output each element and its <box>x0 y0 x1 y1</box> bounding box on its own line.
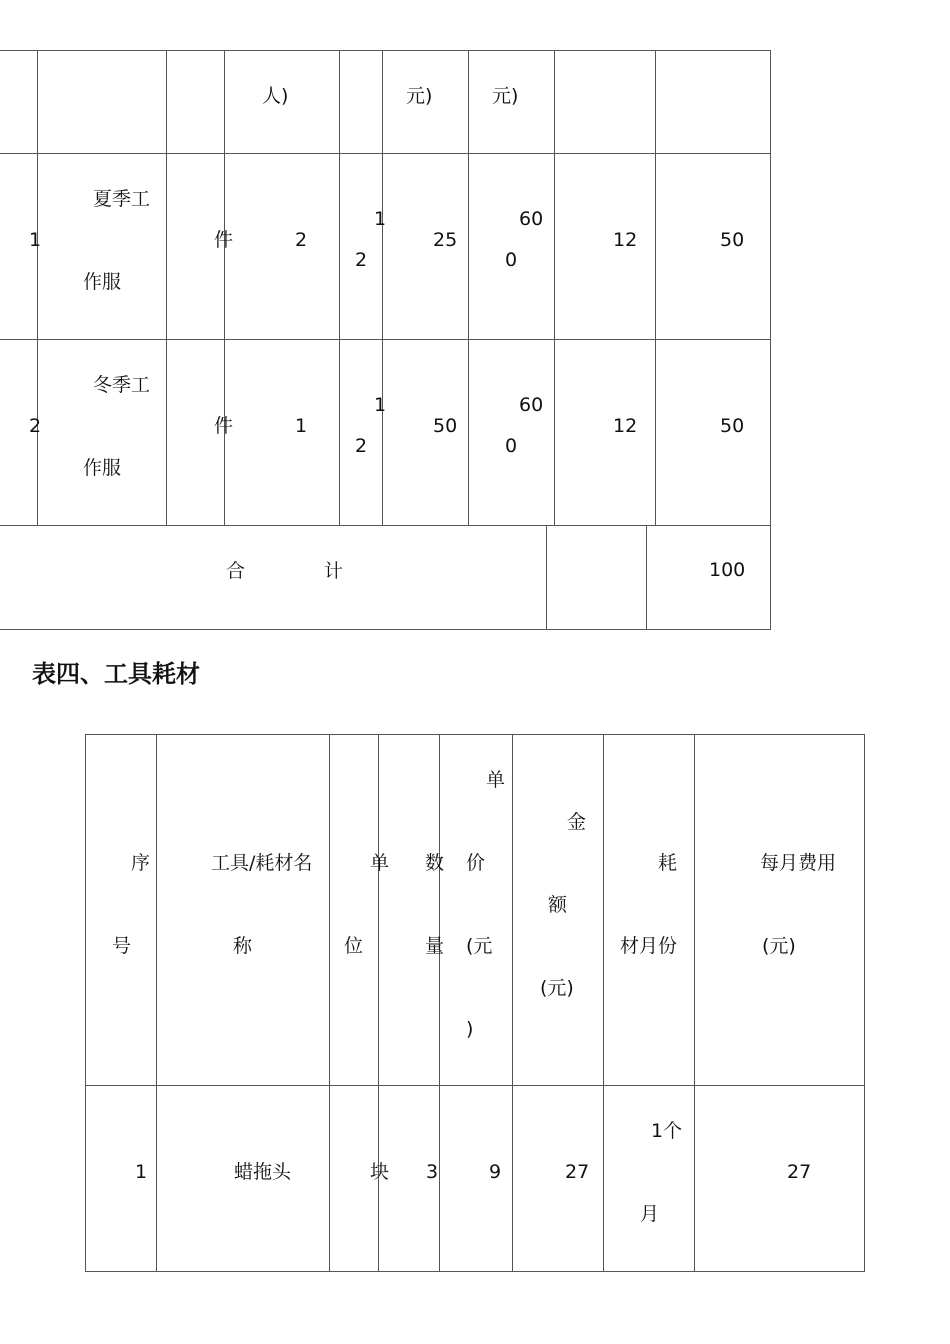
header-amount: 额 <box>548 894 568 916</box>
item-price: 25 <box>433 229 458 251</box>
item-qty: 2 <box>295 229 308 251</box>
header-fragment-yuan: 元) <box>492 85 519 107</box>
header-amount: 金 <box>567 811 587 833</box>
total-label: 计 <box>324 560 344 582</box>
item-name: 冬季工 <box>93 374 151 396</box>
item-unit: 件 <box>214 415 234 437</box>
header-price: 单 <box>486 769 506 791</box>
header-fragment-yuan: 元) <box>406 85 433 107</box>
header-name: 工具/耗材名 <box>211 852 313 874</box>
header-monthly-cost: (元) <box>762 935 796 957</box>
item-col9: 50 <box>720 415 745 437</box>
header-unit: 位 <box>344 935 364 957</box>
item-name: 蜡拖头 <box>234 1161 292 1183</box>
item-col8: 12 <box>613 415 638 437</box>
header-price: ) <box>466 1018 474 1040</box>
header-qty: 量 <box>425 935 445 957</box>
header-index: 号 <box>112 935 132 957</box>
item-months: 1 <box>374 394 387 416</box>
item-months: 1 <box>374 208 387 230</box>
item-unit: 块 <box>370 1161 390 1183</box>
header-monthly-cost: 每月费用 <box>760 852 837 874</box>
item-monthly-cost: 27 <box>787 1161 812 1183</box>
item-col8: 12 <box>613 229 638 251</box>
item-qty: 3 <box>426 1161 439 1183</box>
header-months: 材月份 <box>620 935 678 957</box>
item-months: 2 <box>355 435 368 457</box>
total-value: 100 <box>709 559 746 581</box>
header-price: (元 <box>466 935 493 957</box>
item-unit: 件 <box>214 229 234 251</box>
item-amount: 60 <box>519 394 544 416</box>
tools-consumables-table <box>0 700 950 1290</box>
item-amount: 0 <box>505 249 518 271</box>
section-title: 表四、工具耗材 <box>32 660 200 688</box>
clothing-cost-table <box>0 0 950 640</box>
item-months: 2 <box>355 249 368 271</box>
row-index: 2 <box>29 415 42 437</box>
item-qty: 1 <box>295 415 308 437</box>
header-qty: 数 <box>425 852 445 874</box>
header-fragment-persons: 人) <box>262 85 289 107</box>
item-name: 作服 <box>83 271 122 293</box>
row-index: 1 <box>29 229 42 251</box>
item-name: 作服 <box>83 457 122 479</box>
total-label: 合 <box>226 560 246 582</box>
row-index: 1 <box>135 1161 148 1183</box>
item-name: 夏季工 <box>93 188 151 210</box>
item-price: 9 <box>489 1161 502 1183</box>
header-index: 序 <box>131 852 151 874</box>
item-amount: 60 <box>519 208 544 230</box>
header-unit: 单 <box>370 852 390 874</box>
item-months: 1个 <box>651 1120 683 1142</box>
item-price: 50 <box>433 415 458 437</box>
header-name: 称 <box>233 935 253 957</box>
header-amount: (元) <box>540 977 574 999</box>
header-months: 耗 <box>658 852 678 874</box>
item-col9: 50 <box>720 229 745 251</box>
item-months: 月 <box>640 1203 660 1225</box>
item-amount: 0 <box>505 435 518 457</box>
header-price: 价 <box>466 852 486 874</box>
item-amount: 27 <box>565 1161 590 1183</box>
